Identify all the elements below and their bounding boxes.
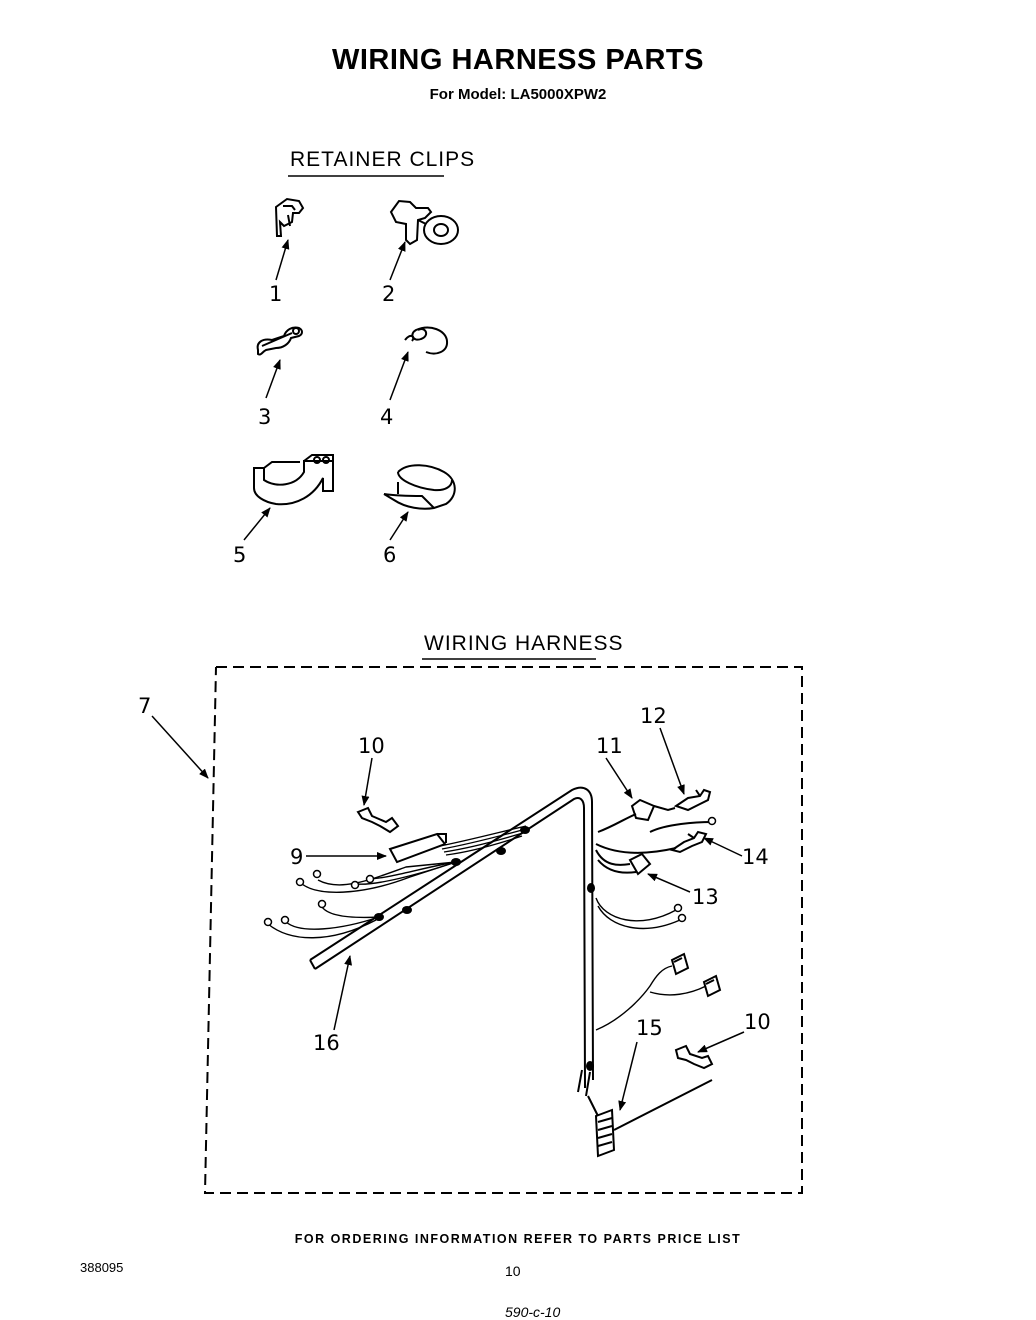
arrow-13 xyxy=(648,874,690,892)
model-subtitle: For Model: LA5000XPW2 xyxy=(429,86,607,103)
arrow-10-upper xyxy=(364,758,372,805)
callout-4: 4 xyxy=(380,405,394,429)
leader-arrows xyxy=(152,240,744,1110)
callout-7: 7 xyxy=(138,694,152,718)
connector-9 xyxy=(390,834,446,862)
ordering-info-footer: FOR ORDERING INFORMATION REFER TO PARTS PRICE LIST xyxy=(294,1232,742,1246)
callout-1: 1 xyxy=(269,282,283,306)
retainer-clip-2 xyxy=(391,201,458,244)
arrow-4 xyxy=(390,352,408,400)
arrow-5 xyxy=(244,508,270,540)
callout-9: 9 xyxy=(290,845,304,869)
arrow-15 xyxy=(620,1042,637,1110)
callout-12: 12 xyxy=(640,704,667,728)
callout-13: 13 xyxy=(692,885,719,909)
retainer-clips-heading: RETAINER CLIPS xyxy=(290,148,476,171)
left-wires xyxy=(268,862,456,938)
retainer-clip-1 xyxy=(276,199,303,236)
document-number: 388095 xyxy=(80,1260,124,1275)
callout-14: 14 xyxy=(742,845,769,869)
callout-16: 16 xyxy=(313,1031,340,1055)
wiring-harness-frame xyxy=(205,667,802,1193)
harness-bands xyxy=(374,826,595,1071)
arrow-3 xyxy=(266,360,280,398)
terminal-10-lower xyxy=(676,1046,712,1068)
callout-11: 11 xyxy=(596,734,623,758)
callout-5: 5 xyxy=(233,543,247,567)
terminal-14 xyxy=(596,822,712,853)
connector-block-15 xyxy=(588,1080,712,1156)
page-number: 10 xyxy=(505,1263,521,1279)
terminal-12 xyxy=(676,790,710,810)
retainer-clip-5 xyxy=(254,455,333,504)
callout-6: 6 xyxy=(383,543,397,567)
arrow-6 xyxy=(390,512,408,540)
connector-9-wires xyxy=(440,826,526,855)
callout-15: 15 xyxy=(636,1016,663,1040)
arrow-1 xyxy=(276,240,288,280)
retainer-clip-3 xyxy=(258,327,302,354)
callout-10-lower: 10 xyxy=(744,1010,771,1034)
terminal-10-upper xyxy=(358,808,398,832)
callout-2: 2 xyxy=(382,282,396,306)
arrow-12 xyxy=(660,728,684,794)
arrow-11 xyxy=(606,758,632,798)
right-lower-wires xyxy=(596,898,706,1030)
callout-10-upper: 10 xyxy=(358,734,385,758)
arrow-2 xyxy=(390,242,405,280)
handwritten-note: 590-c-10 xyxy=(505,1304,561,1320)
arrow-16 xyxy=(334,956,350,1030)
harness-trunk xyxy=(310,788,593,1096)
arrow-14 xyxy=(704,838,742,856)
arrow-10-lower xyxy=(698,1032,744,1052)
wiring-harness-heading: WIRING HARNESS xyxy=(424,632,624,655)
callout-3: 3 xyxy=(258,405,272,429)
retainer-clip-6 xyxy=(384,465,455,508)
arrow-7 xyxy=(152,716,208,778)
retainer-clip-4 xyxy=(405,328,447,354)
page-title: WIRING HARNESS PARTS xyxy=(332,44,704,76)
